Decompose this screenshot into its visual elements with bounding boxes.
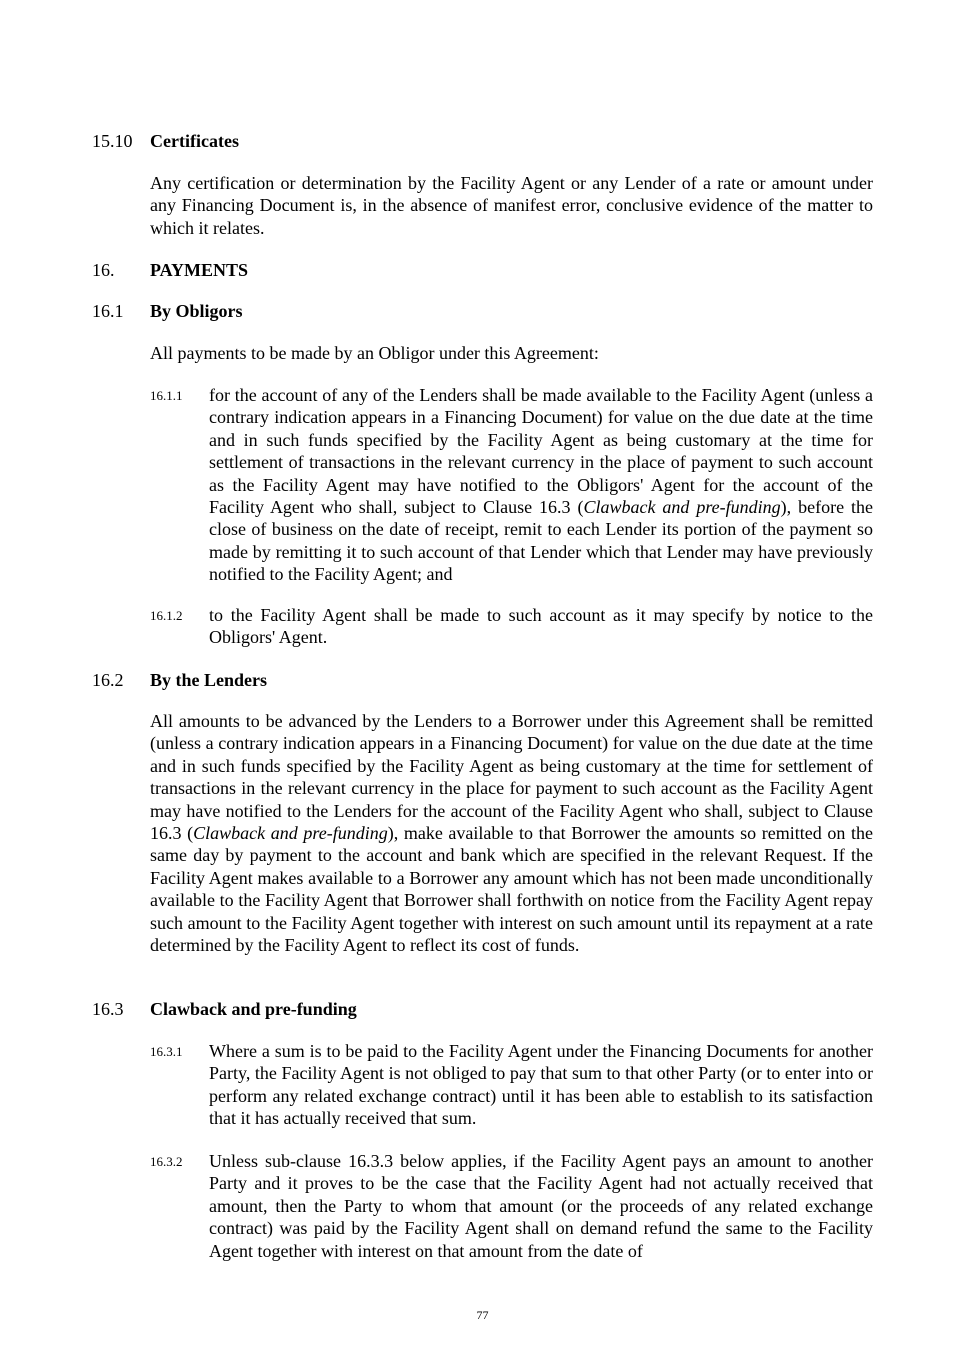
section-number: 16.2 — [92, 670, 124, 690]
section-15-10-body: Any certification or determination by the Facility Agent or any Lender of a rate or amount under any Financing Document is, in the absence of manifest error, conclusive evidence of the matter to which it relates. — [150, 173, 873, 238]
clause-text-part: ), before the close of business on the date of receipt, remit to each Lender its portion of the payment so made by remitting it to such account of that Lender which that Lender may have previously notified to the Facility Agent; and — [209, 497, 873, 585]
clause-number: 16.1.2 — [150, 608, 183, 623]
section-number: 15.10 — [92, 131, 133, 151]
clause-16-1-1 — [150, 384, 873, 586]
section-title: Certificates — [150, 131, 239, 151]
section-heading-15-10 — [92, 130, 239, 152]
clause-text — [209, 384, 873, 586]
clause-16-3-2 — [150, 1150, 873, 1262]
page-number: 77 — [476, 1308, 489, 1322]
section-heading-16-3 — [92, 998, 357, 1020]
clause-number: 16.3.2 — [150, 1154, 183, 1169]
section-title: PAYMENTS — [150, 260, 249, 280]
clause-reference-title: Clawback and pre-funding — [193, 823, 388, 844]
body-text-part: All amounts to be advanced by the Lenders to a Borrower under this Agreement shall be remitted (unless a contrary indication appears in a Financing Document) for value on the due date at the time and in such funds specified by the Facility Agent as being customary at the time for settlement of transactions in the relevant currency in the place for payment to such account as the Facility Agent may have notified to the Lenders for the account of the Facility Agent who shall, subject to Clause 16.3 ( — [150, 711, 873, 844]
section-16-2-body — [150, 710, 873, 956]
section-number: 16.1 — [92, 301, 124, 321]
section-title: By Obligors — [150, 301, 243, 321]
clause-text: to the Facility Agent shall be made to such account as it may specify by notice to the Obligors' Agent. — [209, 605, 873, 648]
clause-number: 16.1.1 — [150, 388, 183, 403]
section-heading-16 — [92, 259, 248, 281]
section-number: 16.3 — [92, 999, 124, 1019]
section-heading-16-2 — [92, 669, 267, 691]
clause-reference-title: Clawback and pre-funding — [583, 497, 781, 518]
section-16-1-intro: All payments to be made by an Obligor under this Agreement: — [150, 343, 599, 363]
clause-text: Unless sub-clause 16.3.3 below applies, if the Facility Agent pays an amount to another Party and it proves to be the case that the Facility Agent had not actually received that amount, then the Party to whom that amount (or the proceeds of any related exchange contract) was paid by the Facility Agent shall on demand refund the same to the Facility Agent together with interest on that amount from the date of — [209, 1151, 873, 1261]
section-title: Clawback and pre-funding — [150, 999, 357, 1019]
clause-text-part: for the account of any of the Lenders shall be made available to the Facility Agent (unless a contrary indication appears in a Financing Document) for value on the due date at the time and in such funds specified by the Facility Agent as being customary at the time for settlement of transactions in the relevant currency in the place of payment to such account as the Facility Agent may have notified to the Obligors' Agent for the account of the Facility Agent who shall, subject to Clause 16.3 ( — [209, 385, 873, 518]
clause-16-1-2 — [150, 604, 873, 649]
section-heading-16-1 — [92, 300, 243, 322]
body-text-part: ), make available to that Borrower the amounts so remitted on the same day by payment to the account and bank which are specified in the relevant Request. If the Facility Agent makes available to a Borrower any amount which has not been made unconditionally available to the Facility Agent that Borrower shall forthwith on notice from the Facility Agent repay such amount to the Facility Agent together with interest on such amount until its repayment at a rate determined by the Facility Agent to reflect its cost of funds. — [150, 823, 873, 956]
section-title: By the Lenders — [150, 670, 267, 690]
section-number: 16. — [92, 260, 115, 280]
clause-text: Where a sum is to be paid to the Facility Agent under the Financing Documents for another Party, the Facility Agent is not obliged to pay that sum to that other Party (or to enter into or perform any related exchange contract) until it has been able to establish to its satisfaction that it has actually received that sum. — [209, 1041, 873, 1129]
clause-16-3-1 — [150, 1040, 873, 1130]
clause-number: 16.3.1 — [150, 1044, 183, 1059]
